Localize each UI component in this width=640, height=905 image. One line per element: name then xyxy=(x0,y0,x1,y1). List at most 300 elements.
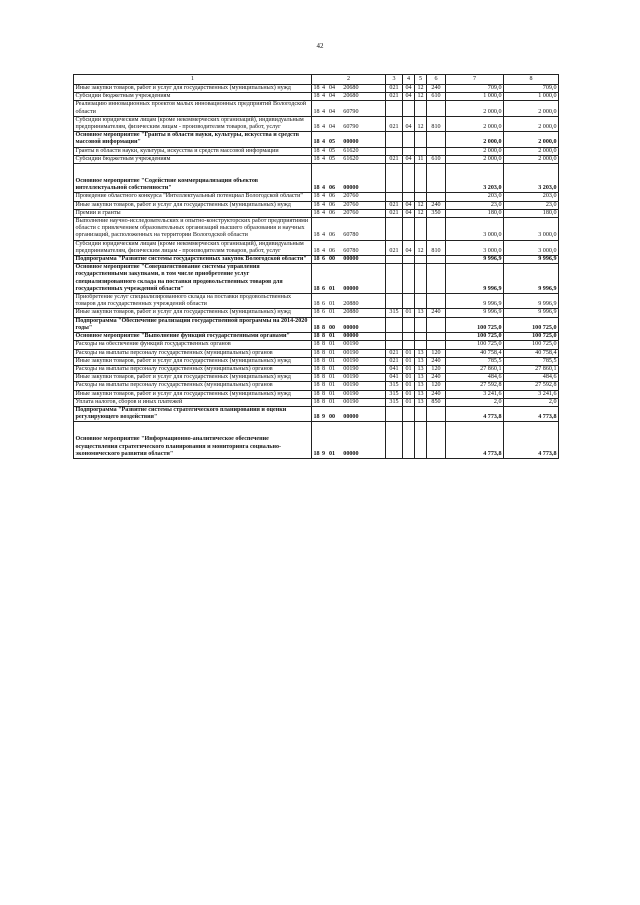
row-value-2: 484,6 xyxy=(504,374,559,382)
row-code xyxy=(312,116,386,131)
col-header: 3 xyxy=(386,75,403,85)
code-part: 18 xyxy=(313,147,320,154)
code-part: 18 xyxy=(313,324,320,331)
row-kvr xyxy=(427,294,446,309)
row-name: Премии и гранты xyxy=(74,209,312,217)
row-rz: 04 xyxy=(403,93,415,101)
code-part: 06 xyxy=(328,247,336,254)
row-vr xyxy=(386,264,403,294)
row-name: Субсидии бюджетным учреждениям xyxy=(74,155,312,163)
row-vr xyxy=(386,341,403,349)
row-value-2: 2 000,0 xyxy=(504,147,559,155)
row-name: Реализацию инновационных проектов малых инновационных предприятий Вологодской области xyxy=(74,101,312,116)
row-pr: 13 xyxy=(415,398,427,406)
row-rz: 01 xyxy=(403,309,415,317)
row-kvr xyxy=(427,264,446,294)
row-value-2: 3 241,6 xyxy=(504,390,559,398)
row-kvr xyxy=(427,406,446,421)
table-row xyxy=(74,398,559,406)
code-part: 8 xyxy=(321,341,326,348)
row-value-1: 40 758,4 xyxy=(446,349,504,357)
code-part: 00 xyxy=(328,256,336,263)
code-part: 18 xyxy=(313,374,320,381)
code-part: 01 xyxy=(328,341,336,348)
code-part: 20760 xyxy=(343,209,359,216)
code-part: 05 xyxy=(328,147,336,154)
code-part: 06 xyxy=(328,232,336,239)
row-kvr: 610 xyxy=(427,93,446,101)
row-value-1: 203,0 xyxy=(446,193,504,201)
row-vr: 315 xyxy=(386,382,403,390)
row-value-2: 2 000,0 xyxy=(504,116,559,131)
row-vr: 021 xyxy=(386,240,403,255)
table-row xyxy=(74,317,559,332)
row-name: Приобретение услуг специализированного склада на поставки продовольственных товаров для государственных учреждений области xyxy=(74,294,312,309)
code-part: 18 xyxy=(313,139,320,146)
code-part: 8 xyxy=(321,398,326,405)
row-value-1: 2 000,0 xyxy=(446,155,504,163)
row-kvr xyxy=(427,317,446,332)
code-part: 06 xyxy=(328,209,336,216)
row-rz xyxy=(403,132,415,147)
row-vr: 021 xyxy=(386,209,403,217)
table-row xyxy=(74,294,559,309)
row-name: Иные закупки товаров, работ и услуг для государственных (муниципальных) нужд xyxy=(74,357,312,365)
row-vr xyxy=(386,406,403,421)
code-part: 00190 xyxy=(343,390,359,397)
row-value-2: 3 000,0 xyxy=(504,218,559,241)
row-vr: 315 xyxy=(386,390,403,398)
row-vr: 315 xyxy=(386,398,403,406)
code-part: 01 xyxy=(328,450,336,457)
row-code xyxy=(312,317,386,332)
code-part: 18 xyxy=(313,124,320,131)
row-name: Проведение областного конкурса "Интеллектуальный потенциал Вологодской области" xyxy=(74,193,312,201)
code-part: 06 xyxy=(328,193,336,200)
row-code xyxy=(312,374,386,382)
row-kvr: 240 xyxy=(427,390,446,398)
row-value-1: 100 725,0 xyxy=(446,333,504,341)
code-part: 4 xyxy=(321,193,326,200)
row-name: Иные закупки товаров, работ и услуг для государственных (муниципальных) нужд xyxy=(74,374,312,382)
table-row xyxy=(74,147,559,155)
row-pr xyxy=(415,101,427,116)
row-vr xyxy=(386,101,403,116)
row-name: Основное мероприятие "Совершенствование системы управления государственными закупками, в том числе приобретение услуг специализированного склада на поставки продовольственных товаров для государственных учреждений области" xyxy=(74,264,312,294)
code-part: 18 xyxy=(313,309,320,316)
row-vr: 041 xyxy=(386,374,403,382)
row-pr xyxy=(415,193,427,201)
code-part: 8 xyxy=(321,365,326,372)
row-rz: 04 xyxy=(403,155,415,163)
row-vr xyxy=(386,132,403,147)
row-value-1: 9 996,9 xyxy=(446,256,504,264)
row-vr xyxy=(386,147,403,155)
row-name: Расходы на выплаты персоналу государственных (муниципальных) органов xyxy=(74,382,312,390)
row-pr xyxy=(415,294,427,309)
table-row xyxy=(74,201,559,209)
row-pr xyxy=(415,264,427,294)
row-vr xyxy=(386,256,403,264)
row-vr: 021 xyxy=(386,116,403,131)
row-value-2: 3 000,0 xyxy=(504,240,559,255)
row-value-2: 27 860,1 xyxy=(504,365,559,373)
code-part: 18 xyxy=(313,93,320,100)
row-code xyxy=(312,155,386,163)
col-header: 4 xyxy=(403,75,415,85)
row-code xyxy=(312,209,386,217)
row-code xyxy=(312,193,386,201)
code-part: 4 xyxy=(321,247,326,254)
row-pr: 13 xyxy=(415,349,427,357)
row-code xyxy=(312,398,386,406)
row-vr: 021 xyxy=(386,357,403,365)
row-name: Выполнение научно-исследовательских и опытно-конструкторских работ предприятиями области с привлечением образовательных организаций высшего образования и научных организаций, расположенных на территории Вологодской области xyxy=(74,218,312,241)
row-value-2: 203,0 xyxy=(504,193,559,201)
row-value-2: 2,0 xyxy=(504,398,559,406)
row-name: Подпрограмма "Развитие системы государственных закупок Вологодской области" xyxy=(74,256,312,264)
row-code xyxy=(312,309,386,317)
row-pr xyxy=(415,256,427,264)
code-part: 4 xyxy=(321,185,326,192)
row-value-1: 2,0 xyxy=(446,398,504,406)
row-kvr: 120 xyxy=(427,382,446,390)
code-part: 00000 xyxy=(343,333,359,340)
code-part: 6 xyxy=(321,309,326,316)
code-part: 00190 xyxy=(343,382,359,389)
row-pr xyxy=(415,218,427,241)
code-part: 8 xyxy=(321,357,326,364)
row-name: Расходы на обеспечение функций государственных органов xyxy=(74,341,312,349)
code-part: 20880 xyxy=(343,309,359,316)
row-name: Расходы на выплаты персоналу государственных (муниципальных) органов xyxy=(74,349,312,357)
table-row xyxy=(74,93,559,101)
code-part: 01 xyxy=(328,365,336,372)
row-code xyxy=(312,294,386,309)
row-pr xyxy=(415,422,427,459)
code-part: 01 xyxy=(328,357,336,364)
row-value-2: 2 000,0 xyxy=(504,155,559,163)
row-value-2: 100 725,0 xyxy=(504,333,559,341)
code-part: 4 xyxy=(321,85,326,91)
code-part: 60780 xyxy=(343,232,359,239)
row-kvr: 240 xyxy=(427,374,446,382)
table-row xyxy=(74,309,559,317)
row-rz xyxy=(403,333,415,341)
row-kvr xyxy=(427,132,446,147)
col-header: 8 xyxy=(504,75,559,85)
row-value-2: 9 996,9 xyxy=(504,309,559,317)
row-code xyxy=(312,333,386,341)
table-row xyxy=(74,116,559,131)
row-kvr xyxy=(427,101,446,116)
table-row xyxy=(74,357,559,365)
row-rz: 01 xyxy=(403,382,415,390)
code-part: 18 xyxy=(313,333,320,340)
row-vr: 021 xyxy=(386,155,403,163)
table-row xyxy=(74,85,559,93)
row-value-1: 785,5 xyxy=(446,357,504,365)
row-code xyxy=(312,357,386,365)
row-kvr: 240 xyxy=(427,309,446,317)
code-part: 00 xyxy=(328,324,336,331)
table-row xyxy=(74,365,559,373)
row-vr xyxy=(386,317,403,332)
table-row xyxy=(74,333,559,341)
row-kvr: 240 xyxy=(427,357,446,365)
table-row xyxy=(74,132,559,147)
code-part: 18 xyxy=(313,155,320,162)
row-vr xyxy=(386,333,403,341)
code-part: 20880 xyxy=(343,301,359,308)
code-part: 18 xyxy=(313,398,320,405)
row-vr xyxy=(386,218,403,241)
row-rz xyxy=(403,101,415,116)
code-part: 01 xyxy=(328,349,336,356)
table-row xyxy=(74,406,559,421)
table-row xyxy=(74,349,559,357)
row-value-2: 2 000,0 xyxy=(504,132,559,147)
row-kvr xyxy=(427,422,446,459)
row-value-1: 27 860,1 xyxy=(446,365,504,373)
row-rz xyxy=(403,294,415,309)
row-kvr: 810 xyxy=(427,240,446,255)
table-row xyxy=(74,218,559,241)
code-part: 4 xyxy=(321,201,326,208)
table-row xyxy=(74,240,559,255)
row-pr: 13 xyxy=(415,309,427,317)
row-value-1: 4 773,8 xyxy=(446,406,504,421)
code-part: 8 xyxy=(321,390,326,397)
code-part: 60790 xyxy=(343,124,359,131)
code-part: 06 xyxy=(328,185,336,192)
row-name: Подпрограмма "Обеспечение реализации государственной программы на 2014-2020 годы" xyxy=(74,317,312,332)
code-part: 20760 xyxy=(343,193,359,200)
row-vr: 041 xyxy=(386,365,403,373)
row-kvr: 240 xyxy=(427,85,446,93)
row-rz: 04 xyxy=(403,201,415,209)
row-rz: 04 xyxy=(403,240,415,255)
code-part: 18 xyxy=(313,450,320,457)
row-rz xyxy=(403,218,415,241)
row-kvr: 120 xyxy=(427,349,446,357)
row-value-1: 4 773,8 xyxy=(446,422,504,459)
row-name: Иные закупки товаров, работ и услуг для государственных (муниципальных) нужд xyxy=(74,390,312,398)
table-row xyxy=(74,193,559,201)
row-value-1: 3 000,0 xyxy=(446,240,504,255)
row-pr xyxy=(415,317,427,332)
code-part: 6 xyxy=(321,285,326,292)
row-value-2: 4 773,8 xyxy=(504,406,559,421)
row-name: Основное мероприятие "Информационно-аналитическое обеспечение осуществления стратегического планирования и мониторинга социально-экономического развития области" xyxy=(74,422,312,459)
row-vr: 021 xyxy=(386,93,403,101)
code-part: 04 xyxy=(328,108,336,115)
row-vr xyxy=(386,294,403,309)
code-part: 05 xyxy=(328,155,336,162)
row-kvr xyxy=(427,341,446,349)
row-kvr: 810 xyxy=(427,116,446,131)
code-part: 18 xyxy=(313,232,320,239)
code-part: 01 xyxy=(328,374,336,381)
code-part: 01 xyxy=(328,398,336,405)
row-rz: 04 xyxy=(403,85,415,93)
code-part: 18 xyxy=(313,209,320,216)
row-code xyxy=(312,93,386,101)
code-part: 20680 xyxy=(343,93,359,100)
code-part: 60790 xyxy=(343,108,359,115)
row-kvr xyxy=(427,164,446,193)
row-vr: 021 xyxy=(386,201,403,209)
code-part: 18 xyxy=(313,247,320,254)
page-number: 42 xyxy=(316,42,324,50)
row-value-1: 27 592,8 xyxy=(446,382,504,390)
code-part: 20760 xyxy=(343,201,359,208)
code-part: 01 xyxy=(328,333,336,340)
row-rz xyxy=(403,406,415,421)
code-part: 00000 xyxy=(343,256,359,263)
row-code xyxy=(312,256,386,264)
row-pr xyxy=(415,341,427,349)
row-pr xyxy=(415,406,427,421)
code-part: 6 xyxy=(321,256,326,263)
code-part: 00190 xyxy=(343,357,359,364)
row-code xyxy=(312,201,386,209)
row-rz: 01 xyxy=(403,357,415,365)
code-part: 00000 xyxy=(343,414,359,421)
row-value-1: 1 000,0 xyxy=(446,93,504,101)
row-pr: 12 xyxy=(415,93,427,101)
code-part: 4 xyxy=(321,93,326,100)
row-code xyxy=(312,264,386,294)
row-value-1: 9 996,9 xyxy=(446,294,504,309)
code-part: 18 xyxy=(313,185,320,192)
row-code xyxy=(312,365,386,373)
row-code xyxy=(312,341,386,349)
code-part: 00000 xyxy=(343,139,359,146)
row-pr: 13 xyxy=(415,390,427,398)
code-part: 18 xyxy=(313,365,320,372)
code-part: 05 xyxy=(328,139,336,146)
code-part: 20680 xyxy=(343,85,359,91)
row-rz xyxy=(403,147,415,155)
row-name: Подпрограмма "Развитие системы стратегического планирования и оценки регулирующего воздействия" xyxy=(74,406,312,421)
row-name: Иные закупки товаров, работ и услуг для государственных (муниципальных) нужд xyxy=(74,85,312,93)
row-name: Гранты в области науки, культуры, искусства и средств массовой информации xyxy=(74,147,312,155)
row-name: Иные закупки товаров, работ и услуг для государственных (муниципальных) нужд xyxy=(74,201,312,209)
row-vr xyxy=(386,193,403,201)
code-part: 18 xyxy=(313,341,320,348)
row-kvr xyxy=(427,333,446,341)
col-header: 7 xyxy=(446,75,504,85)
row-value-2: 3 203,0 xyxy=(504,164,559,193)
row-value-1: 3 000,0 xyxy=(446,218,504,241)
row-code xyxy=(312,85,386,93)
code-part: 8 xyxy=(321,333,326,340)
code-part: 18 xyxy=(313,301,320,308)
table-row xyxy=(74,264,559,294)
row-pr xyxy=(415,333,427,341)
row-vr: 021 xyxy=(386,349,403,357)
row-value-1: 2 000,0 xyxy=(446,116,504,131)
row-rz xyxy=(403,264,415,294)
code-part: 18 xyxy=(313,85,320,91)
row-vr xyxy=(386,164,403,193)
code-part: 18 xyxy=(313,414,320,421)
row-value-1: 23,0 xyxy=(446,201,504,209)
table-row xyxy=(74,256,559,264)
row-pr: 11 xyxy=(415,155,427,163)
row-name: Расходы на выплаты персоналу государственных (муниципальных) органов xyxy=(74,365,312,373)
row-name: Субсидии бюджетным учреждениям xyxy=(74,93,312,101)
row-code xyxy=(312,164,386,193)
col-header: 1 xyxy=(74,75,312,85)
table-row xyxy=(74,374,559,382)
code-part: 61620 xyxy=(343,155,359,162)
row-pr: 13 xyxy=(415,365,427,373)
row-pr: 12 xyxy=(415,116,427,131)
row-name: Основное мероприятие "Гранты в области науки, культуры, искусства и средств массовой информации" xyxy=(74,132,312,147)
code-part: 01 xyxy=(328,301,336,308)
row-kvr xyxy=(427,147,446,155)
row-vr: 021 xyxy=(386,85,403,93)
row-name: Иные закупки товаров, работ и услуг для государственных (муниципальных) нужд xyxy=(74,309,312,317)
row-value-1: 2 000,0 xyxy=(446,147,504,155)
row-value-2: 4 773,8 xyxy=(504,422,559,459)
code-part: 00190 xyxy=(343,398,359,405)
code-part: 18 xyxy=(313,108,320,115)
code-part: 00000 xyxy=(343,324,359,331)
code-part: 61620 xyxy=(343,147,359,154)
code-part: 8 xyxy=(321,324,326,331)
row-code xyxy=(312,382,386,390)
row-value-2: 23,0 xyxy=(504,201,559,209)
code-part: 01 xyxy=(328,285,336,292)
table-row xyxy=(74,209,559,217)
table-row xyxy=(74,101,559,116)
row-pr: 12 xyxy=(415,201,427,209)
code-part: 60780 xyxy=(343,247,359,254)
code-part: 4 xyxy=(321,124,326,131)
code-part: 18 xyxy=(313,285,320,292)
row-value-1: 3 203,0 xyxy=(446,164,504,193)
row-pr: 13 xyxy=(415,357,427,365)
row-kvr: 240 xyxy=(427,201,446,209)
code-part: 01 xyxy=(328,390,336,397)
row-value-2: 100 725,0 xyxy=(504,317,559,332)
code-part: 8 xyxy=(321,382,326,389)
row-pr xyxy=(415,132,427,147)
code-part: 4 xyxy=(321,232,326,239)
code-part: 4 xyxy=(321,108,326,115)
code-part: 4 xyxy=(321,209,326,216)
row-kvr xyxy=(427,193,446,201)
header-row xyxy=(74,75,559,85)
code-part: 00190 xyxy=(343,365,359,372)
row-value-1: 484,6 xyxy=(446,374,504,382)
row-rz xyxy=(403,164,415,193)
code-part: 6 xyxy=(321,301,326,308)
budget-table xyxy=(73,74,559,459)
row-name: Субсидии юридическим лицам (кроме некоммерческих организаций), индивидуальным предпринимателям, физическим лицам - производителям товаров, работ, услуг xyxy=(74,240,312,255)
code-part: 01 xyxy=(328,309,336,316)
row-pr xyxy=(415,164,427,193)
col-header: 2 xyxy=(312,75,386,85)
code-part: 18 xyxy=(313,349,320,356)
row-value-1: 2 000,0 xyxy=(446,132,504,147)
code-part: 00000 xyxy=(343,285,359,292)
row-value-2: 100 725,0 xyxy=(504,341,559,349)
row-pr: 13 xyxy=(415,374,427,382)
